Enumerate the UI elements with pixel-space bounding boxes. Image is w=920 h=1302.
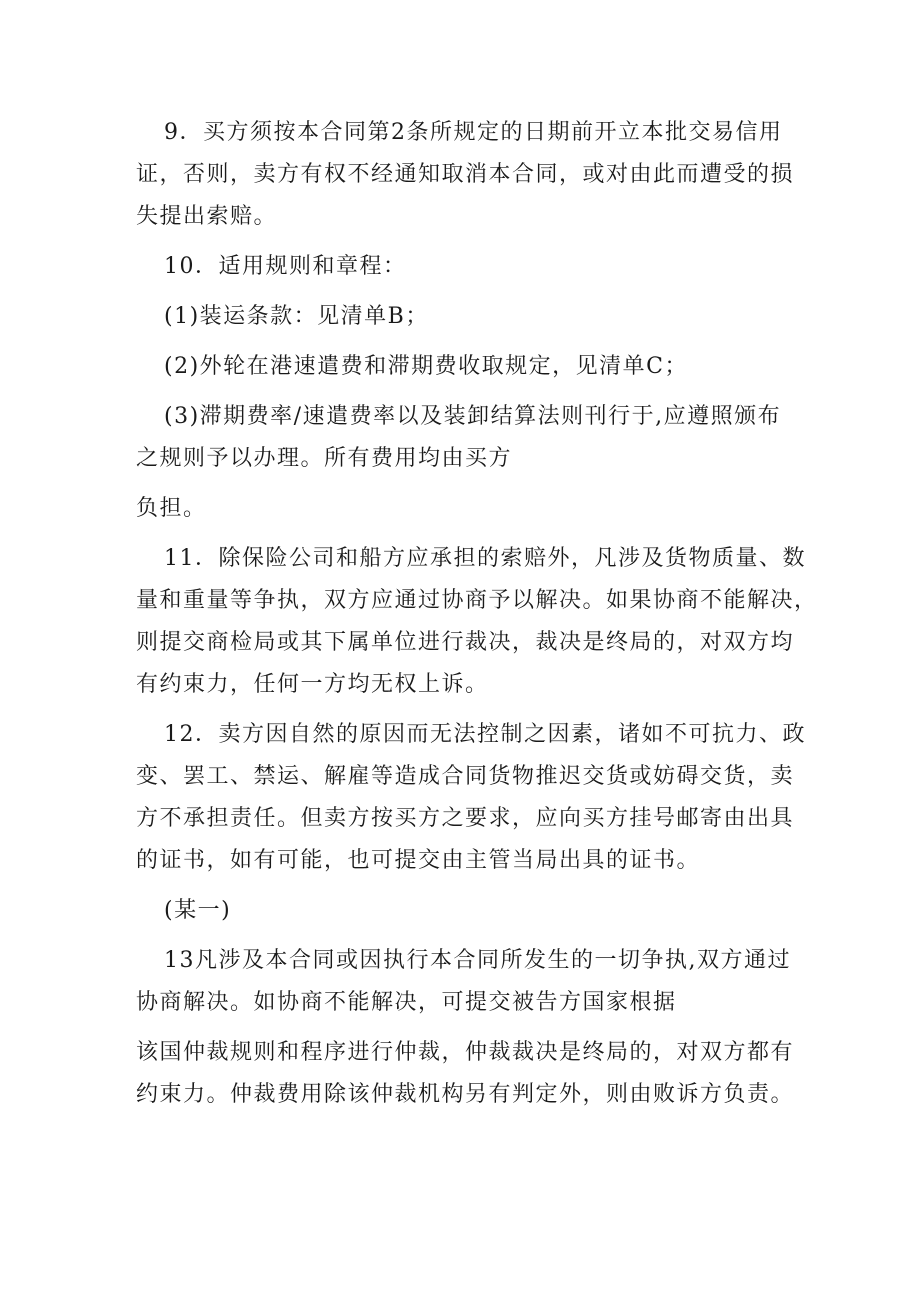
text-line: (2)外轮在港速遣费和滞期费收取规定，见清单C；: [164, 354, 688, 379]
text-line: 方不承担责任。但卖方按买方之要求，应向买方挂号邮寄由出具: [136, 806, 795, 831]
text-line: 负担。: [136, 496, 207, 521]
text-line: 该国仲裁规则和程序进行仲裁，仲裁裁决是终局的，对双方都有: [136, 1040, 795, 1065]
text-line: 量和重量等争执，双方应通过协商予以解决。如果协商不能解决，: [136, 588, 818, 613]
paragraph-clause-13: [136, 940, 796, 1024]
paragraph-clause-11: [136, 538, 818, 706]
text-line: 则提交商检局或其下属单位进行裁决，裁决是终局的，对双方均: [136, 630, 795, 655]
text-line: 13凡涉及本合同或因执行本合同所发生的一切争执,双方通过: [164, 948, 791, 973]
paragraph-clause-13-cont: [136, 1032, 796, 1116]
text-line: 12．卖方因自然的原因而无法控制之因素，诸如不可抗力、政: [164, 722, 806, 747]
paragraph-clause-10-1: [136, 296, 796, 338]
text-line: 之规则予以办理。所有费用均由买方: [136, 446, 513, 471]
text-line: 变、罢工、禁运、解雇等造成合同货物推迟交货或妨碍交货，卖: [136, 764, 795, 789]
text-line: (某一): [164, 898, 232, 923]
text-line: 失提出索赔。: [136, 204, 278, 229]
text-line: 证，否则，卖方有权不经通知取消本合同，或对由此而遭受的损: [136, 162, 795, 187]
paragraph-option-heading: [136, 890, 796, 932]
text-line: 10．适用规则和章程：: [164, 254, 407, 279]
paragraph-clause-12: [136, 714, 806, 882]
text-line: 约束力。仲裁费用除该仲裁机构另有判定外，则由败诉方负责。: [136, 1082, 795, 1107]
text-line: 11．除保险公司和船方应承担的索赔外，凡涉及货物质量、数: [164, 546, 806, 571]
paragraph-clause-10-2: [136, 346, 796, 388]
text-line: 有约束力，任何一方均无权上诉。: [136, 672, 489, 697]
text-line: 的证书，如有可能，也可提交由主管当局出具的证书。: [136, 848, 701, 873]
text-line: 9．买方须按本合同第2条所规定的日期前开立本批交易信用: [164, 120, 783, 145]
text-line: (1)装运条款：见清单B；: [164, 304, 429, 329]
paragraph-clause-9: [136, 112, 796, 238]
paragraph-clause-10: [136, 246, 796, 288]
paragraph-clause-10-3: [136, 396, 796, 480]
text-line: 协商解决。如协商不能解决，可提交被告方国家根据: [136, 990, 677, 1015]
paragraph-clause-10-3-cont: [136, 488, 796, 530]
document-body: [136, 112, 818, 1124]
text-line: (3)滞期费率/速遣费率以及装卸结算法则刊行于,应遵照颁布: [164, 404, 782, 429]
